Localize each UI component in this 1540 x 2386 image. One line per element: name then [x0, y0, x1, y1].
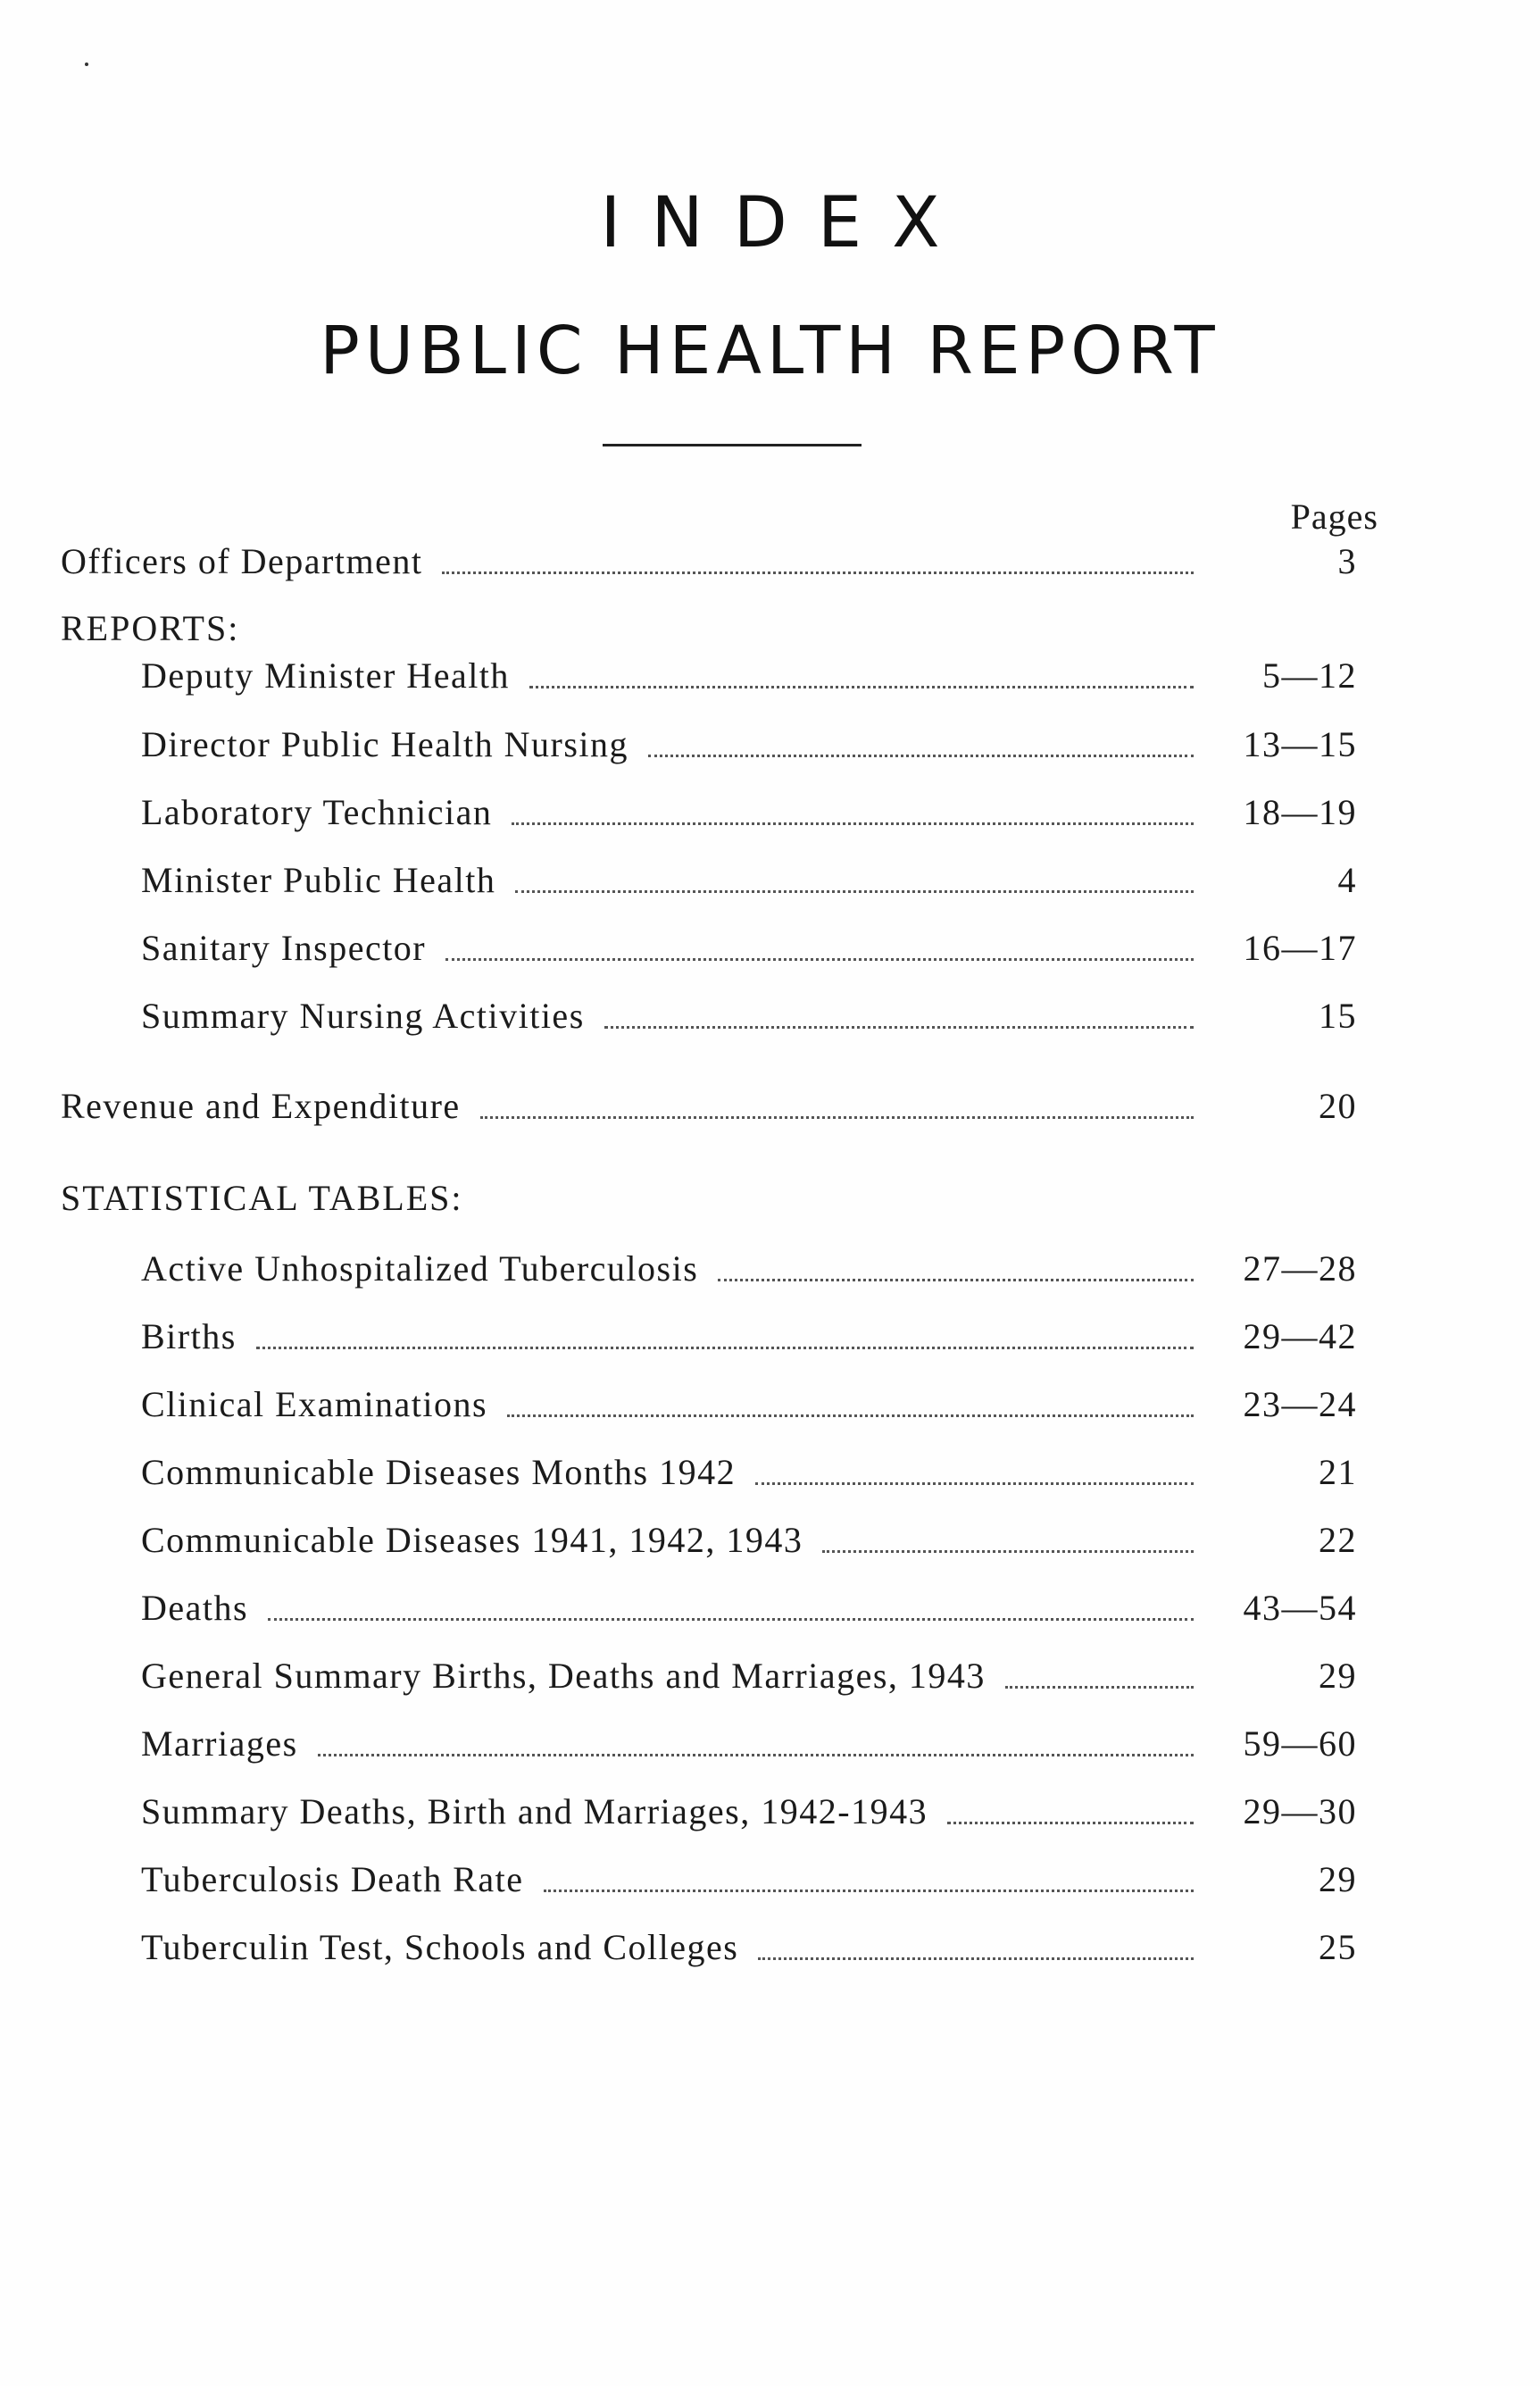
entry-label: Marriages — [141, 1723, 298, 1764]
entry-pages: 21 — [1319, 1452, 1357, 1492]
dot-leader — [755, 1481, 1194, 1485]
entry-pages: 23—24 — [1243, 1384, 1357, 1424]
section-heading-statistical-tables: STATISTICAL TABLES: — [61, 1178, 463, 1218]
dot-leader — [758, 1956, 1194, 1960]
index-entry — [141, 1926, 1357, 1971]
index-entry — [61, 1085, 1357, 1130]
index-entry — [141, 1519, 1357, 1564]
entry-label: General Summary Births, Deaths and Marriages, 1943 — [141, 1656, 986, 1696]
index-entry — [141, 1383, 1357, 1428]
entry-pages: 18—19 — [1243, 792, 1357, 832]
entry-label: Clinical Examinations — [141, 1384, 488, 1424]
dot-leader — [480, 1115, 1194, 1119]
entry-label: Tuberculosis Death Rate — [141, 1859, 524, 1899]
report-title: PUBLIC HEALTH REPORT — [320, 313, 1220, 389]
entry-pages: 20 — [1319, 1086, 1357, 1126]
dot-leader — [822, 1549, 1194, 1553]
entry-label: Births — [141, 1316, 237, 1356]
entry-pages: 29—30 — [1243, 1791, 1357, 1831]
entry-pages: 29—42 — [1243, 1316, 1357, 1356]
dot-leader — [507, 1414, 1194, 1417]
entry-label: Director Public Health Nursing — [141, 724, 628, 764]
entry-pages: 13—15 — [1243, 724, 1357, 764]
entry-pages: 16—17 — [1243, 928, 1357, 968]
dot-leader — [512, 822, 1194, 825]
index-entry — [141, 655, 1357, 699]
dot-leader — [256, 1346, 1194, 1349]
index-entry — [141, 859, 1357, 904]
entry-label: Communicable Diseases Months 1942 — [141, 1452, 737, 1492]
entry-pages: 59—60 — [1243, 1723, 1357, 1764]
entry-pages: 29 — [1319, 1859, 1357, 1899]
entry-label: Revenue and Expenditure — [61, 1086, 461, 1126]
dot-leader — [318, 1753, 1194, 1756]
entry-pages: 22 — [1319, 1520, 1357, 1560]
index-entry — [141, 1315, 1357, 1360]
entry-pages: 27—28 — [1243, 1248, 1357, 1289]
index-entry — [141, 1858, 1357, 1903]
index-entry — [141, 927, 1357, 972]
index-entry — [141, 995, 1357, 1039]
entry-label: Deputy Minister Health — [141, 655, 510, 696]
dot-leader — [268, 1617, 1194, 1621]
entry-label: Deaths — [141, 1588, 249, 1628]
index-entry — [141, 723, 1357, 768]
index-entry — [141, 791, 1357, 836]
dot-leader — [648, 754, 1194, 757]
entry-pages: 43—54 — [1243, 1588, 1357, 1628]
entry-pages: 15 — [1319, 996, 1357, 1036]
entry-pages: 3 — [1337, 541, 1357, 581]
index-entry — [141, 1790, 1357, 1835]
entry-pages: 29 — [1319, 1656, 1357, 1696]
ink-speck — [85, 63, 88, 66]
index-entry — [141, 1587, 1357, 1631]
entry-label: Active Unhospitalized Tuberculosis — [141, 1248, 699, 1289]
entry-pages: 4 — [1337, 860, 1357, 900]
dot-leader — [947, 1821, 1194, 1824]
dot-leader — [445, 957, 1194, 961]
pages-column-heading: Pages — [1290, 496, 1378, 537]
entry-label: Summary Nursing Activities — [141, 996, 585, 1036]
entry-label: Communicable Diseases 1941, 1942, 1943 — [141, 1520, 803, 1560]
entry-pages: 5—12 — [1262, 655, 1357, 696]
dot-leader — [529, 685, 1194, 688]
dot-leader — [515, 889, 1194, 893]
dot-leader — [718, 1278, 1194, 1281]
entry-label: Laboratory Technician — [141, 792, 493, 832]
index-entry — [61, 540, 1357, 585]
dot-leader — [544, 1889, 1194, 1892]
section-heading-reports: REPORTS: — [61, 608, 240, 648]
dot-leader — [442, 571, 1194, 574]
index-entry — [141, 1247, 1357, 1292]
entry-label: Minister Public Health — [141, 860, 496, 900]
index-entry — [141, 1451, 1357, 1496]
entry-label: Summary Deaths, Birth and Marriages, 1942-1943 — [141, 1791, 928, 1831]
entry-label: Tuberculin Test, Schools and Colleges — [141, 1927, 739, 1967]
entry-label: Sanitary Inspector — [141, 928, 427, 968]
page-title: INDEX — [600, 183, 970, 263]
index-entry — [141, 1723, 1357, 1767]
dot-leader — [1005, 1685, 1194, 1689]
entry-label: Officers of Department — [61, 541, 423, 581]
dot-leader — [604, 1025, 1194, 1029]
entry-pages: 25 — [1319, 1927, 1357, 1967]
title-rule — [603, 444, 862, 446]
index-entry — [141, 1655, 1357, 1699]
